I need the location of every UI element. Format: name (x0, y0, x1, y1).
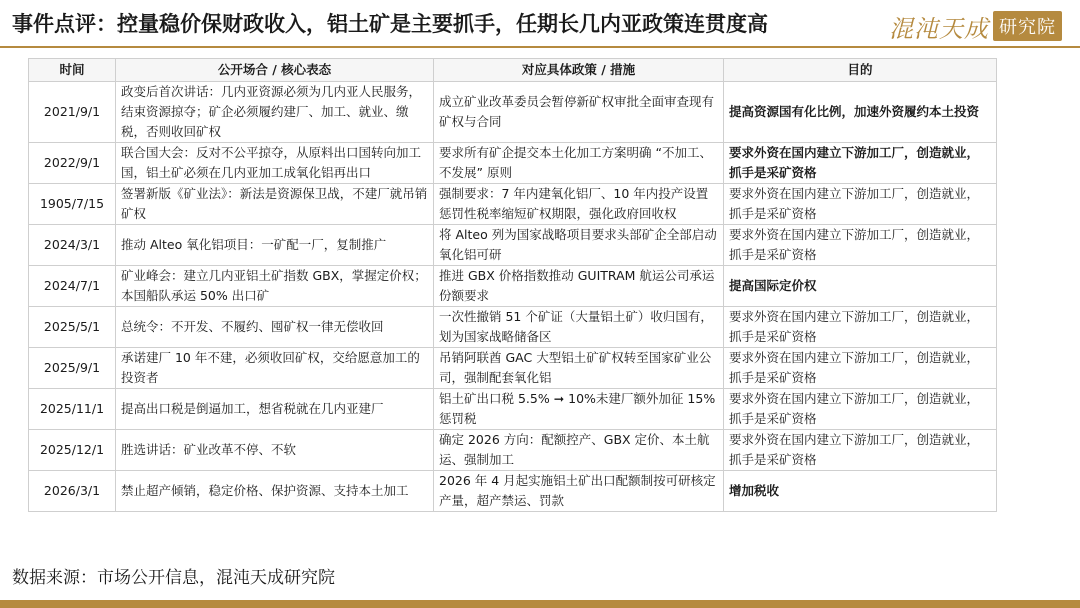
brand-logo (889, 10, 1062, 42)
statement-cell: 总统令：不开发、不履约、囤矿权一律无偿收回 (116, 307, 434, 348)
statement-cell: 推动 Alteo 氧化铝项目：一矿配一厂，复制推广 (116, 225, 434, 266)
date-cell: 2021/9/1 (29, 82, 116, 143)
policy-cell: 铝土矿出口税 5.5% ➞ 10%未建厂额外加征 15% 惩罚税 (434, 389, 724, 430)
footer-bar (0, 600, 1080, 608)
date-cell: 2025/11/1 (29, 389, 116, 430)
table-row (29, 184, 997, 225)
statement-cell: 禁止超产倾销，稳定价格、保护资源、支持本土加工 (116, 471, 434, 512)
table-row (29, 307, 997, 348)
purpose-cell: 要求外资在国内建立下游加工厂，创造就业，抓手是采矿资格 (724, 143, 997, 184)
policy-cell: 推进 GBX 价格指数推动 GUITRAM 航运公司承运份额要求 (434, 266, 724, 307)
data-source-note: 数据来源：市场公开信息，混沌天成研究院 (12, 568, 335, 588)
date-cell: 2022/9/1 (29, 143, 116, 184)
statement-cell: 政变后首次讲话：几内亚资源必须为几内亚人民服务，结束资源掠夺；矿企必须履约建厂、加工、就业、缴税，否则收回矿权 (116, 82, 434, 143)
policy-table (28, 58, 997, 512)
date-cell: 2026/3/1 (29, 471, 116, 512)
purpose-cell: 要求外资在国内建立下游加工厂，创造就业，抓手是采矿资格 (724, 430, 997, 471)
table-row (29, 266, 997, 307)
table-row (29, 225, 997, 266)
date-cell: 1905/7/15 (29, 184, 116, 225)
header-statement: 公开场合 / 核心表态 (116, 59, 434, 82)
policy-cell: 强制要求：7 年内建氧化铝厂、10 年内投产设置惩罚性税率缩短矿权期限，强化政府回收权 (434, 184, 724, 225)
purpose-cell: 要求外资在国内建立下游加工厂，创造就业，抓手是采矿资格 (724, 184, 997, 225)
policy-cell: 吊销阿联酋 GAC 大型铝土矿矿权转至国家矿业公司，强制配套氧化铝 (434, 348, 724, 389)
table-row (29, 348, 997, 389)
statement-cell: 签署新版《矿业法》：新法是资源保卫战，不建厂就吊销矿权 (116, 184, 434, 225)
policy-cell: 一次性撤销 51 个矿证（大量铝土矿）收归国有，划为国家战略储备区 (434, 307, 724, 348)
table-row (29, 143, 997, 184)
header-date: 时间 (29, 59, 116, 82)
statement-cell: 提高出口税是倒逼加工，想省税就在几内亚建厂 (116, 389, 434, 430)
table-header-row (29, 59, 997, 82)
policy-cell: 2026 年 4 月起实施铝土矿出口配额制按可研核定产量，超产禁运、罚款 (434, 471, 724, 512)
statement-cell: 矿业峰会：建立几内亚铝土矿指数 GBX，掌握定价权；本国船队承运 50% 出口矿 (116, 266, 434, 307)
table-row (29, 471, 997, 512)
header-purpose: 目的 (724, 59, 997, 82)
page-title: 事件点评：控量稳价保财政收入，铝土矿是主要抓手，任期长几内亚政策连贯度高 (12, 12, 768, 36)
purpose-cell: 要求外资在国内建立下游加工厂，创造就业，抓手是采矿资格 (724, 389, 997, 430)
date-cell: 2024/3/1 (29, 225, 116, 266)
table-row (29, 430, 997, 471)
policy-cell: 成立矿业改革委员会暂停新矿权审批全面审查现有矿权与合同 (434, 82, 724, 143)
date-cell: 2024/7/1 (29, 266, 116, 307)
statement-cell: 联合国大会：反对不公平掠夺，从原料出口国转向加工国，铝土矿必须在几内亚加工成氧化铝再出口 (116, 143, 434, 184)
date-cell: 2025/9/1 (29, 348, 116, 389)
purpose-cell: 提高资源国有化比例，加速外资履约本土投资 (724, 82, 997, 143)
logo-badge: 研究院 (993, 11, 1062, 41)
purpose-cell: 增加税收 (724, 471, 997, 512)
header-policy: 对应具体政策 / 措施 (434, 59, 724, 82)
table-row (29, 82, 997, 143)
policy-cell: 确定 2026 方向：配额控产、GBX 定价、本土航运、强制加工 (434, 430, 724, 471)
purpose-cell: 要求外资在国内建立下游加工厂，创造就业，抓手是采矿资格 (724, 348, 997, 389)
date-cell: 2025/5/1 (29, 307, 116, 348)
statement-cell: 承诺建厂 10 年不建，必须收回矿权，交给愿意加工的投资者 (116, 348, 434, 389)
purpose-cell: 提高国际定价权 (724, 266, 997, 307)
logo-text: 混沌天成 (889, 14, 989, 43)
table-row (29, 389, 997, 430)
purpose-cell: 要求外资在国内建立下游加工厂，创造就业，抓手是采矿资格 (724, 225, 997, 266)
date-cell: 2025/12/1 (29, 430, 116, 471)
policy-cell: 要求所有矿企提交本土化加工方案明确 “不加工、不发展” 原则 (434, 143, 724, 184)
purpose-cell: 要求外资在国内建立下游加工厂，创造就业，抓手是采矿资格 (724, 307, 997, 348)
title-divider (0, 46, 1080, 48)
policy-cell: 将 Alteo 列为国家战略项目要求头部矿企全部启动氧化铝可研 (434, 225, 724, 266)
statement-cell: 胜选讲话：矿业改革不停、不软 (116, 430, 434, 471)
